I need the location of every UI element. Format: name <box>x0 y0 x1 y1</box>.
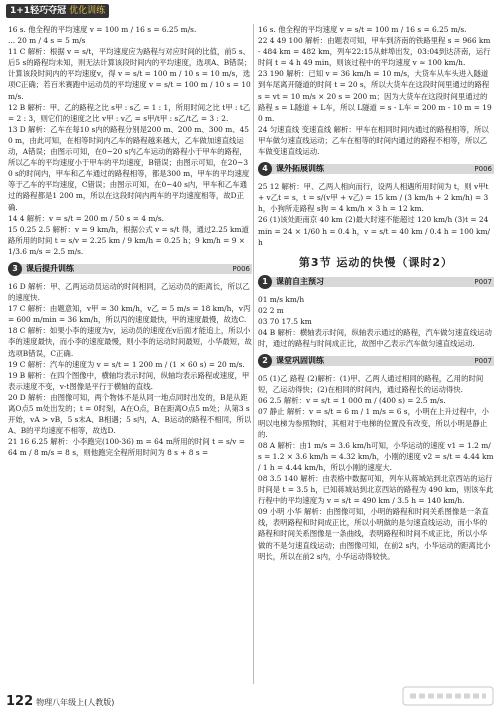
answer-block: 16 D 解析：甲、乙两运动员运动的时间相同，乙运动员的距离长，所以乙的速度快. 17 C 解析：由题意知，v甲 = 30 km/h，v乙 = 5 m/s = 18 km/h，v丙 = 600 m/min = 36 km/h，所以丙的速度最快，甲的速度最慢，故选C. 18 C 解析：如果小李的速度为v，运动员的速度在v后面才能追上，所以小李的速度最快，而小李的速度最慢，则小李的运动时间最短，小华最短，故选项B错误，C正确. 19 C 解析：汽车的速度为 v = s/t = 1 200 m / (1 × 60 s) = 20 m/s. 19 B 解析：在四个图像中，横轴均表示时间，纵轴均表示路程或速度，甲表示速度不变，v-t图像是平行于横轴的直线. 20 D 解析：由图像可知，两个物体不是从同一地点同时出发的，B是从距离O点5 m处出发的；t = 0时刻，A在O点，B在距离O点5 m处；从第3 s开始，vA > vB，5 s末A、B相遇；5 s内，A、B运动的路程不相同，所以A、B的平均速度不相等，故选D. 21 16 6.25 解析：小李跑完(100-36) m = 64 m所用的时间 t = s/v = 64 m / 8 m/s = 8 s，则他跑完全程所用时间为 8 s + 8 s = <box>8 281 252 458</box>
answer-block: 25 12 解析：甲、乙两人相向而行，设两人相遇所用时间为 t，则 v甲t + v乙t = s，t = s/(v甲 + v乙) = 15 km / (3 km/h + 2 km/h) = 3 h，小狗所走路程 s狗 = 4 km/h × 3 h = 12 km. 26 (1)该处距南京 40 km (2)最大时速不能超过 120 km/h (3)t = 24 min = 24 × 1/60 h = 0.4 h，v = s/t = 40 km / 0.4 h = 100 km/h <box>258 182 490 247</box>
brand-logo-sub: 优化训练 <box>69 6 106 16</box>
section-header-post-class <box>8 262 252 276</box>
right-column <box>258 24 494 683</box>
answer-block: 01 m/s km/h 02 2 m 03 70 17.5 km 04 B 解析：横轴表示时间，纵轴表示通过的路程，汽车做匀速直线运动时，通过的路程与时间成正比，故图中乙表示汽车做匀速直线运动. <box>258 294 492 349</box>
section-number-badge: 3 <box>8 262 22 276</box>
section-page-code: P007 <box>474 357 492 366</box>
column-divider <box>253 24 254 684</box>
section-page-code: P006 <box>232 264 250 273</box>
brand-logo-main: 1+1轻巧夺冠 <box>10 6 67 16</box>
section-header-preview <box>258 275 494 289</box>
section-page-code: P007 <box>474 277 492 286</box>
page-number: 122 <box>6 694 34 709</box>
section-title: 课前自主预习 <box>276 276 324 286</box>
section-header-extension <box>258 162 494 176</box>
left-column <box>8 24 252 683</box>
page-footer <box>6 690 115 709</box>
brand-logo <box>6 4 109 18</box>
answer-block: 16 s. 他全程的平均速度 v = 100 m / 16 s = 6.25 m/s. ... 20 m / 4 s = 5 m/s 11 C 解析：根据 v = s/t，平均速度应为路程与对应时间的比值，前5 s、后5 s的路程均未知，则无法计算该段时间内的平均速度，选项A、B错误；计算该段时间内的平均速度v，得 v = s/t = 100 m / 10 s = 10 m/s，选项C正确；若百米赛跑中运动员的平均速度 v = s/t = 100 m / 10 s = 10 m/s. 12 B 解析：甲、乙的路程之比 s甲 : s乙 = 1 : 1，所用时间之比 t甲 : t乙 = 2 : 3，则它们的速度之比 v甲 : v乙 = s甲/t甲 : s乙/t乙 = 3 : 2. 13 D 解析：乙车在每10 s内的路程分别是200 m、200 m、300 m、450 m，由此可知，在相等时间内乙车的路程越来越大，乙车做加速直线运动，A错误；由图示可知，在0~20 s内乙车运动的路程小于甲车的路程，所以乙车的平均速度小于甲车的平均速度，B错误；由图示可知，在20~30 s的时间内，甲车和乙车通过的路程相等，都是300 m，甲车的平均速度等于乙车的平均速度，C错误；由图示可知，在0~40 s内，甲车和乙车通过的路程都是1 200 m，所以在这段时间内两车的平均速度相等，故D正确. <box>8 25 252 212</box>
answer-block: 05 (1)乙 路程 (2)解析：(1)甲、乙两人通过相同的路程，乙用的时间短，乙运动得快；(2)在相同的时间内，通过路程长的运动得快. 06 2.5 解析：v = s/t = 1 000 m / (400 s) = 2.5 m/s. 07 静止 解析：v = s/t = 6 m / 1 m/s = 6 s，小明在上升过程中，小明以电梯为参照物时，其相对于电梯的位置没有改变，所以小明是静止的. 08 A 解析：由1 m/s = 3.6 km/h可知，小华运动的速度 v1 = 1.2 m/s = 1.2 × 3.6 km/h = 4.32 km/h，小刚的速度 v2 = s/t = 4.44 km / 1 h = 4.44 km/h，所以小刚的速度大. 08 3.5 140 解析：由表格中数据可知，列车从蒋城站到北京西站的运行时间是 t = 3.5 h，已知蒋城站到北京西站的路程为 490 km，则该车此行程中的平均速度为 v = s/t = 490 km / 3.5 h = 140 km/h. 09 小明 小华 解析：由图像可知，小明的路程和时间关系图像是一条直线，表明路程和时间成正比，所以小明做的是匀速直线运动，而小华的路程和时间关系图像是一条曲线，表明路程和时间不成正比，所以小华做的不是匀速直线运动；由图像可知，在前2 s内，小华运动的距离比小明长，所以在前2 s内，小华运动得较快。 <box>258 374 494 561</box>
chapter-title: 第3节 运动的快慢（课时2） <box>298 255 454 269</box>
section-title: 课外拓展训练 <box>276 164 324 174</box>
book-title: 物理八年级上(人教版) <box>36 698 115 707</box>
answer-block: 14 4 解析：v = s/t = 200 m / 50 s = 4 m/s. 15 0.25 2.5 解析：v = 9 km/h，根据公式 v = s/t 得，通过2.25 km道路所用的时间 t = s/v = 2.25 km / 9 km/h = 0.25 h；9 km/h = 9 × 1/3.6 m/s = 2.5 m/s. <box>8 213 249 256</box>
section-title: 课堂巩固训练 <box>276 356 324 366</box>
watermark-stamp <box>402 686 494 706</box>
section-number-badge: 1 <box>258 275 272 289</box>
page-header <box>0 0 500 24</box>
section-title: 课后提升训练 <box>26 263 74 273</box>
section-number-badge: 4 <box>258 162 272 176</box>
section-page-code: P006 <box>474 165 492 174</box>
section-number-badge: 2 <box>258 354 272 368</box>
section-header-in-class <box>258 354 494 368</box>
answer-block: 16 s. 他全程的平均速度 v = s/t = 100 m / 16 s = 6.25 m/s. 22 4 49 100 解析：由题表可知，甲车到济南的铁路里程 s = 966 km - 484 km = 482 km，列车22:15从蚌埠出发，03:04到达济南，运行时间 t = 4 h 49 min，则该过程中的平均速度 v ≈ 100 km/h. 23 190 解析：已知 v = 36 km/h = 10 m/s，大货车从车头进入隧道到车尾离开隧道的时间 t = 20 s，所以大货车在这段时间里通过的路程 s = vt = 10 m/s × 20 s = 200 m；因为大货车在这段时间里通过的路程 s = L隧道 + L车，所以 L隧道 = s - L车 = 200 m - 10 m = 190 m. 24 匀速直线 变速直线 解析：甲车在相同时间内通过的路程相等，所以甲车做匀速直线运动；乙车在相等的时间内通过的路程不相等，所以乙车做变速直线运动. <box>258 25 492 157</box>
